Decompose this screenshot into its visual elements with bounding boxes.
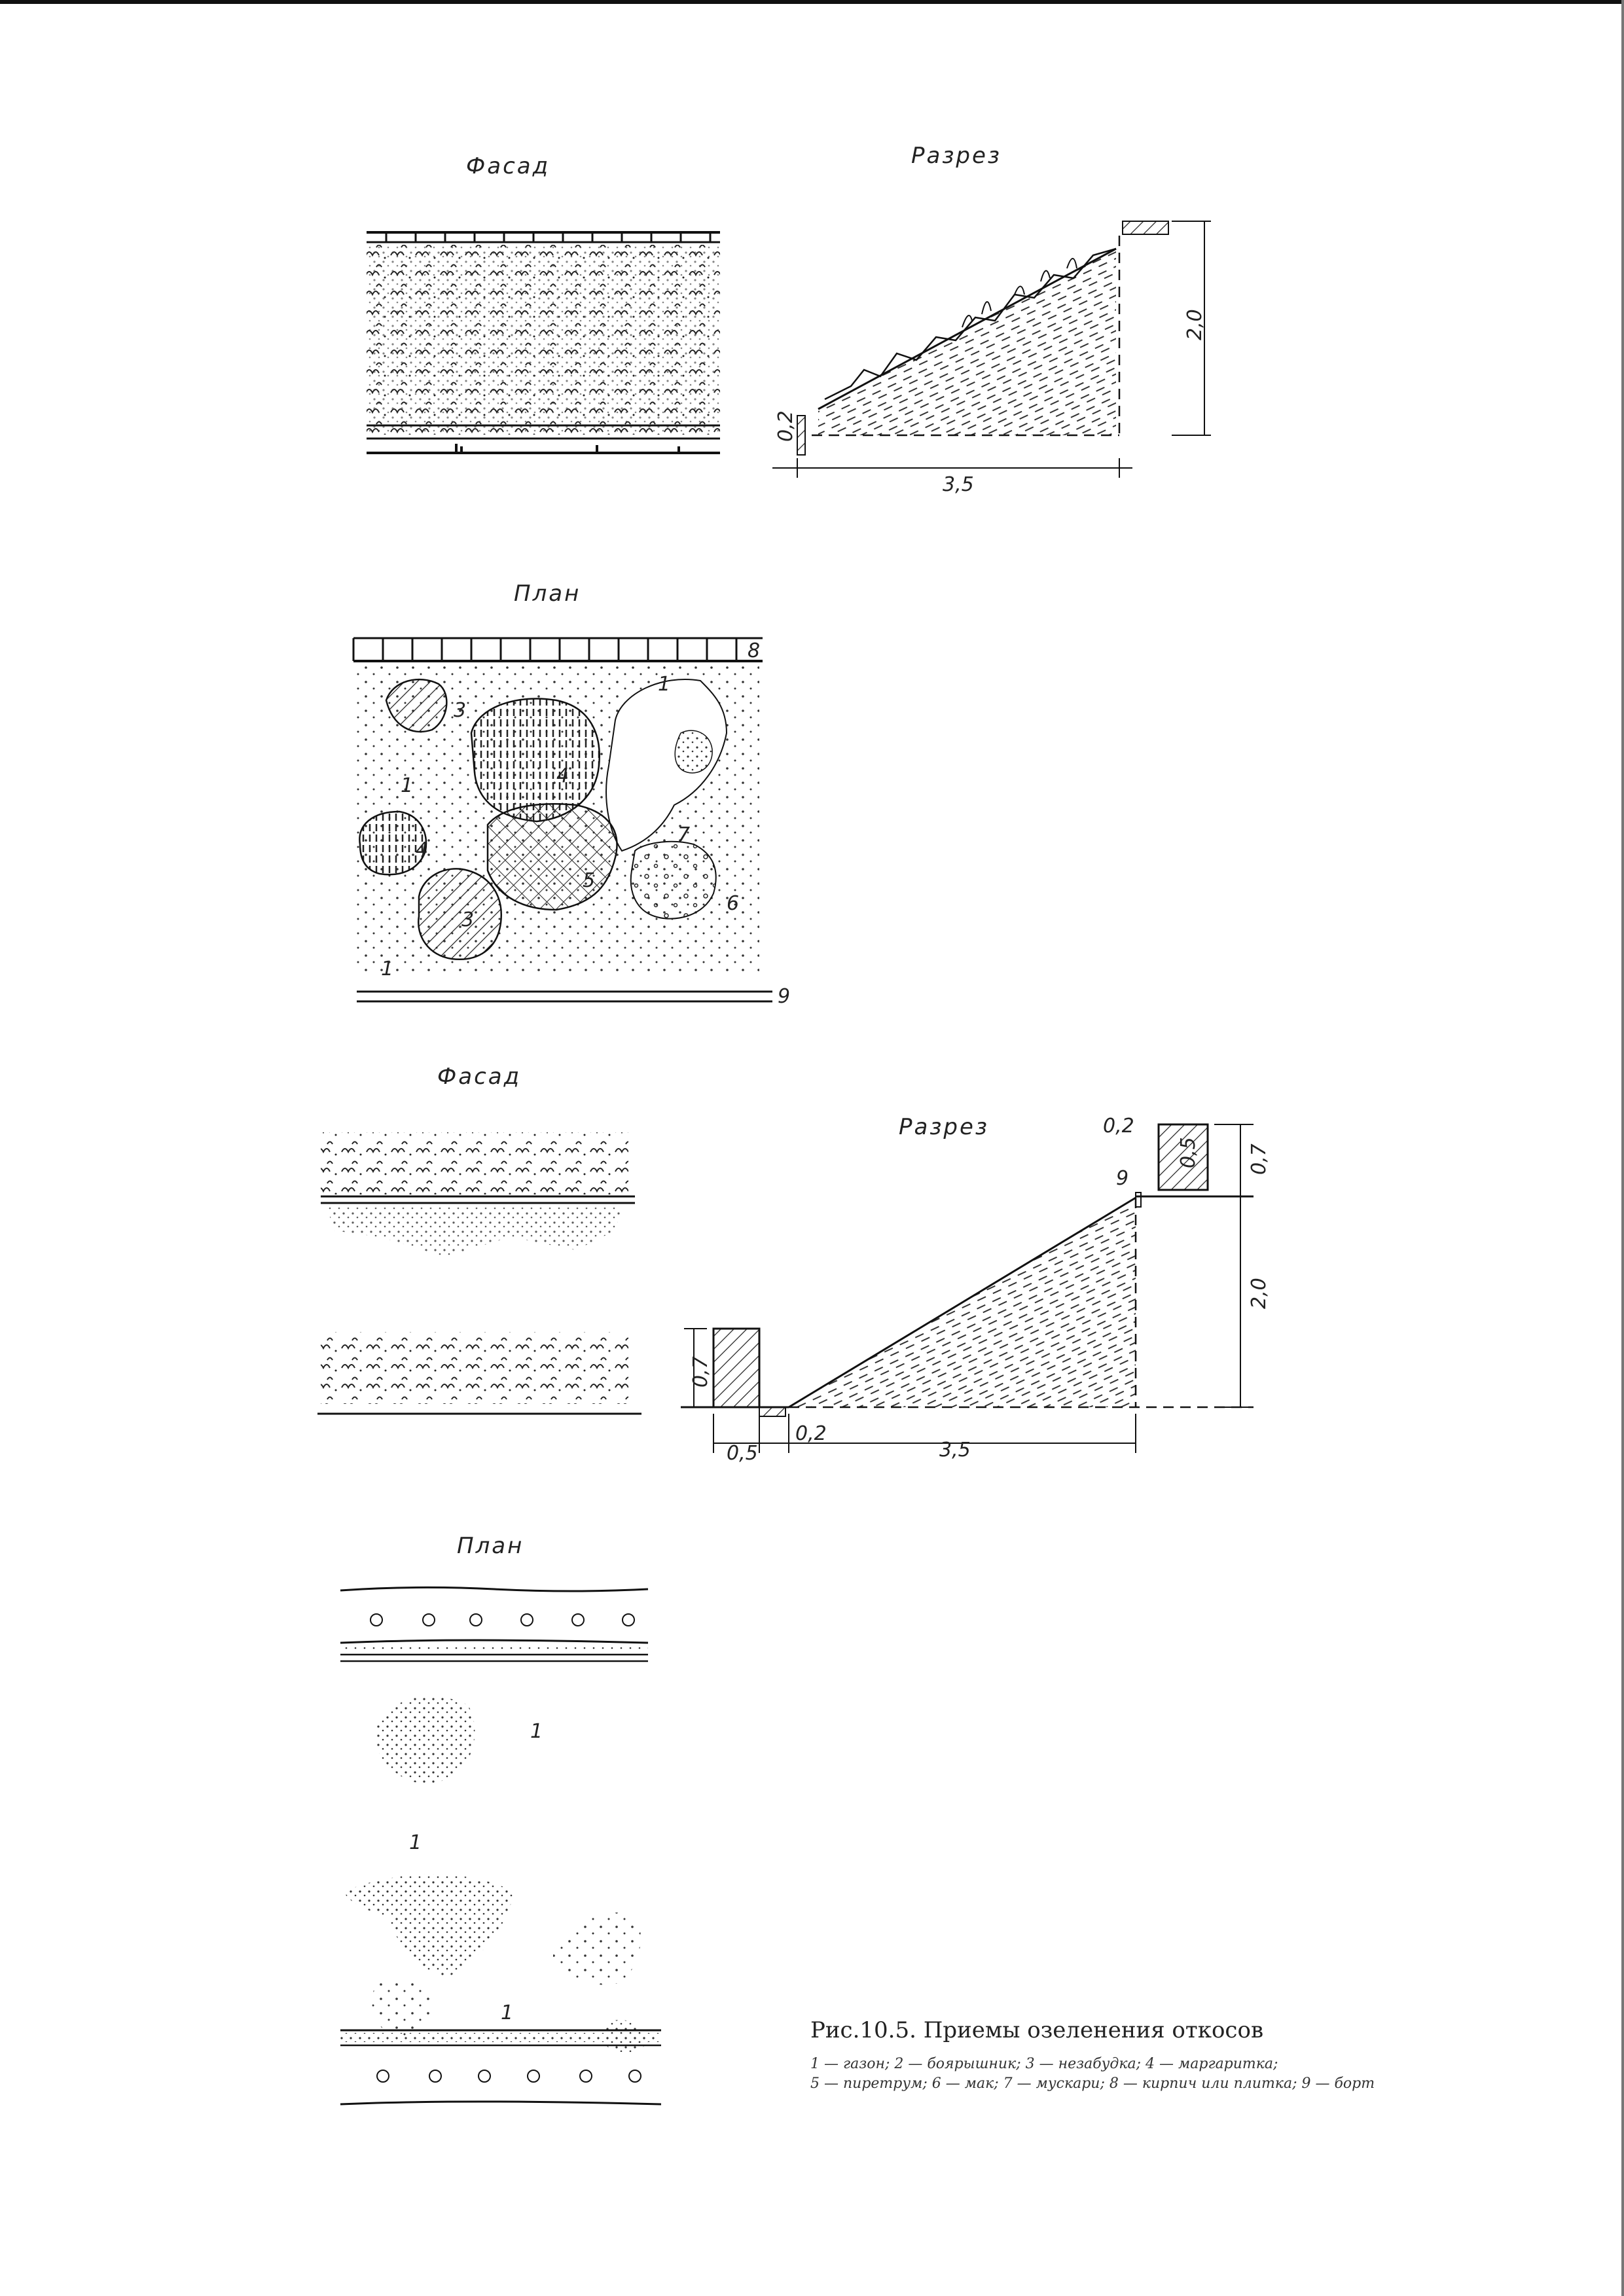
section-2-wall-width-label: 0,5: [727, 1442, 758, 1465]
plan-2-drawing: [331, 1577, 671, 2114]
facade-heading-1: Фасад: [466, 153, 550, 179]
facade-2-drawing: [314, 1119, 655, 1427]
plan-1-label-1a: 1: [658, 673, 671, 696]
section-1-height-label: 2,0: [1183, 309, 1206, 340]
section-2-wall-height-label: 0,7: [689, 1356, 712, 1388]
section-heading-2: Разрез: [899, 1114, 989, 1140]
plan-1-label-3a: 3: [454, 699, 467, 722]
section-1-curb-label: 0,2: [774, 410, 797, 442]
section-1-base-label: 3,5: [943, 473, 974, 496]
section-2-top-wall-height-label: 0,7: [1248, 1143, 1271, 1175]
section-2-drawing: [677, 1113, 1293, 1479]
plan-2-label-1c: 1: [501, 2001, 514, 2024]
plan-1-label-7: 7: [677, 823, 691, 846]
plan-1-label-9: 9: [778, 985, 791, 1008]
scan-right-edge: [1621, 0, 1624, 2296]
plan-1-label-3b: 3: [461, 908, 475, 931]
section-1-drawing: [766, 209, 1237, 497]
section-2-bottom-gap-label: 0,2: [795, 1422, 827, 1445]
facade-1-drawing: [363, 223, 730, 465]
section-2-base-label: 3,5: [939, 1439, 971, 1462]
section-heading-1: Разрез: [911, 143, 1001, 169]
section-2-curb-label: 9: [1116, 1167, 1129, 1190]
section-2-top-wall-width-label: 0,5: [1177, 1137, 1200, 1168]
plan-1-label-1b: 1: [401, 774, 414, 797]
plan-2-label-1a: 1: [530, 1720, 543, 1743]
figure-caption-title: Рис.10.5. Приемы озеленения откосов: [810, 2017, 1264, 2043]
plan-1-label-5: 5: [583, 869, 596, 892]
plan-1-label-8: 8: [748, 639, 761, 662]
scan-top-edge: [0, 0, 1624, 4]
plan-1-label-4b: 4: [416, 838, 429, 861]
plan-2-label-1b: 1: [409, 1831, 422, 1854]
plan-1-label-4a: 4: [556, 764, 569, 787]
plan-heading-2: План: [457, 1533, 524, 1559]
plan-1-label-1c: 1: [381, 958, 394, 980]
plan-heading-1: План: [514, 581, 581, 607]
section-2-top-gap-label: 0,2: [1103, 1115, 1134, 1138]
figure-caption-legend-line-1: 1 — газон; 2 — боярышник; 3 — незабудка; 4 — маргаритка;: [810, 2056, 1278, 2072]
figure-caption-legend-line-2: 5 — пиретрум; 6 — мак; 7 — мускари; 8 — кирпич или плитка; 9 — борт: [810, 2075, 1375, 2092]
plan-1-drawing: [347, 635, 799, 1014]
section-2-height-label: 2,0: [1248, 1278, 1271, 1309]
plan-1-label-6: 6: [727, 892, 740, 915]
facade-heading-2: Фасад: [437, 1064, 522, 1090]
